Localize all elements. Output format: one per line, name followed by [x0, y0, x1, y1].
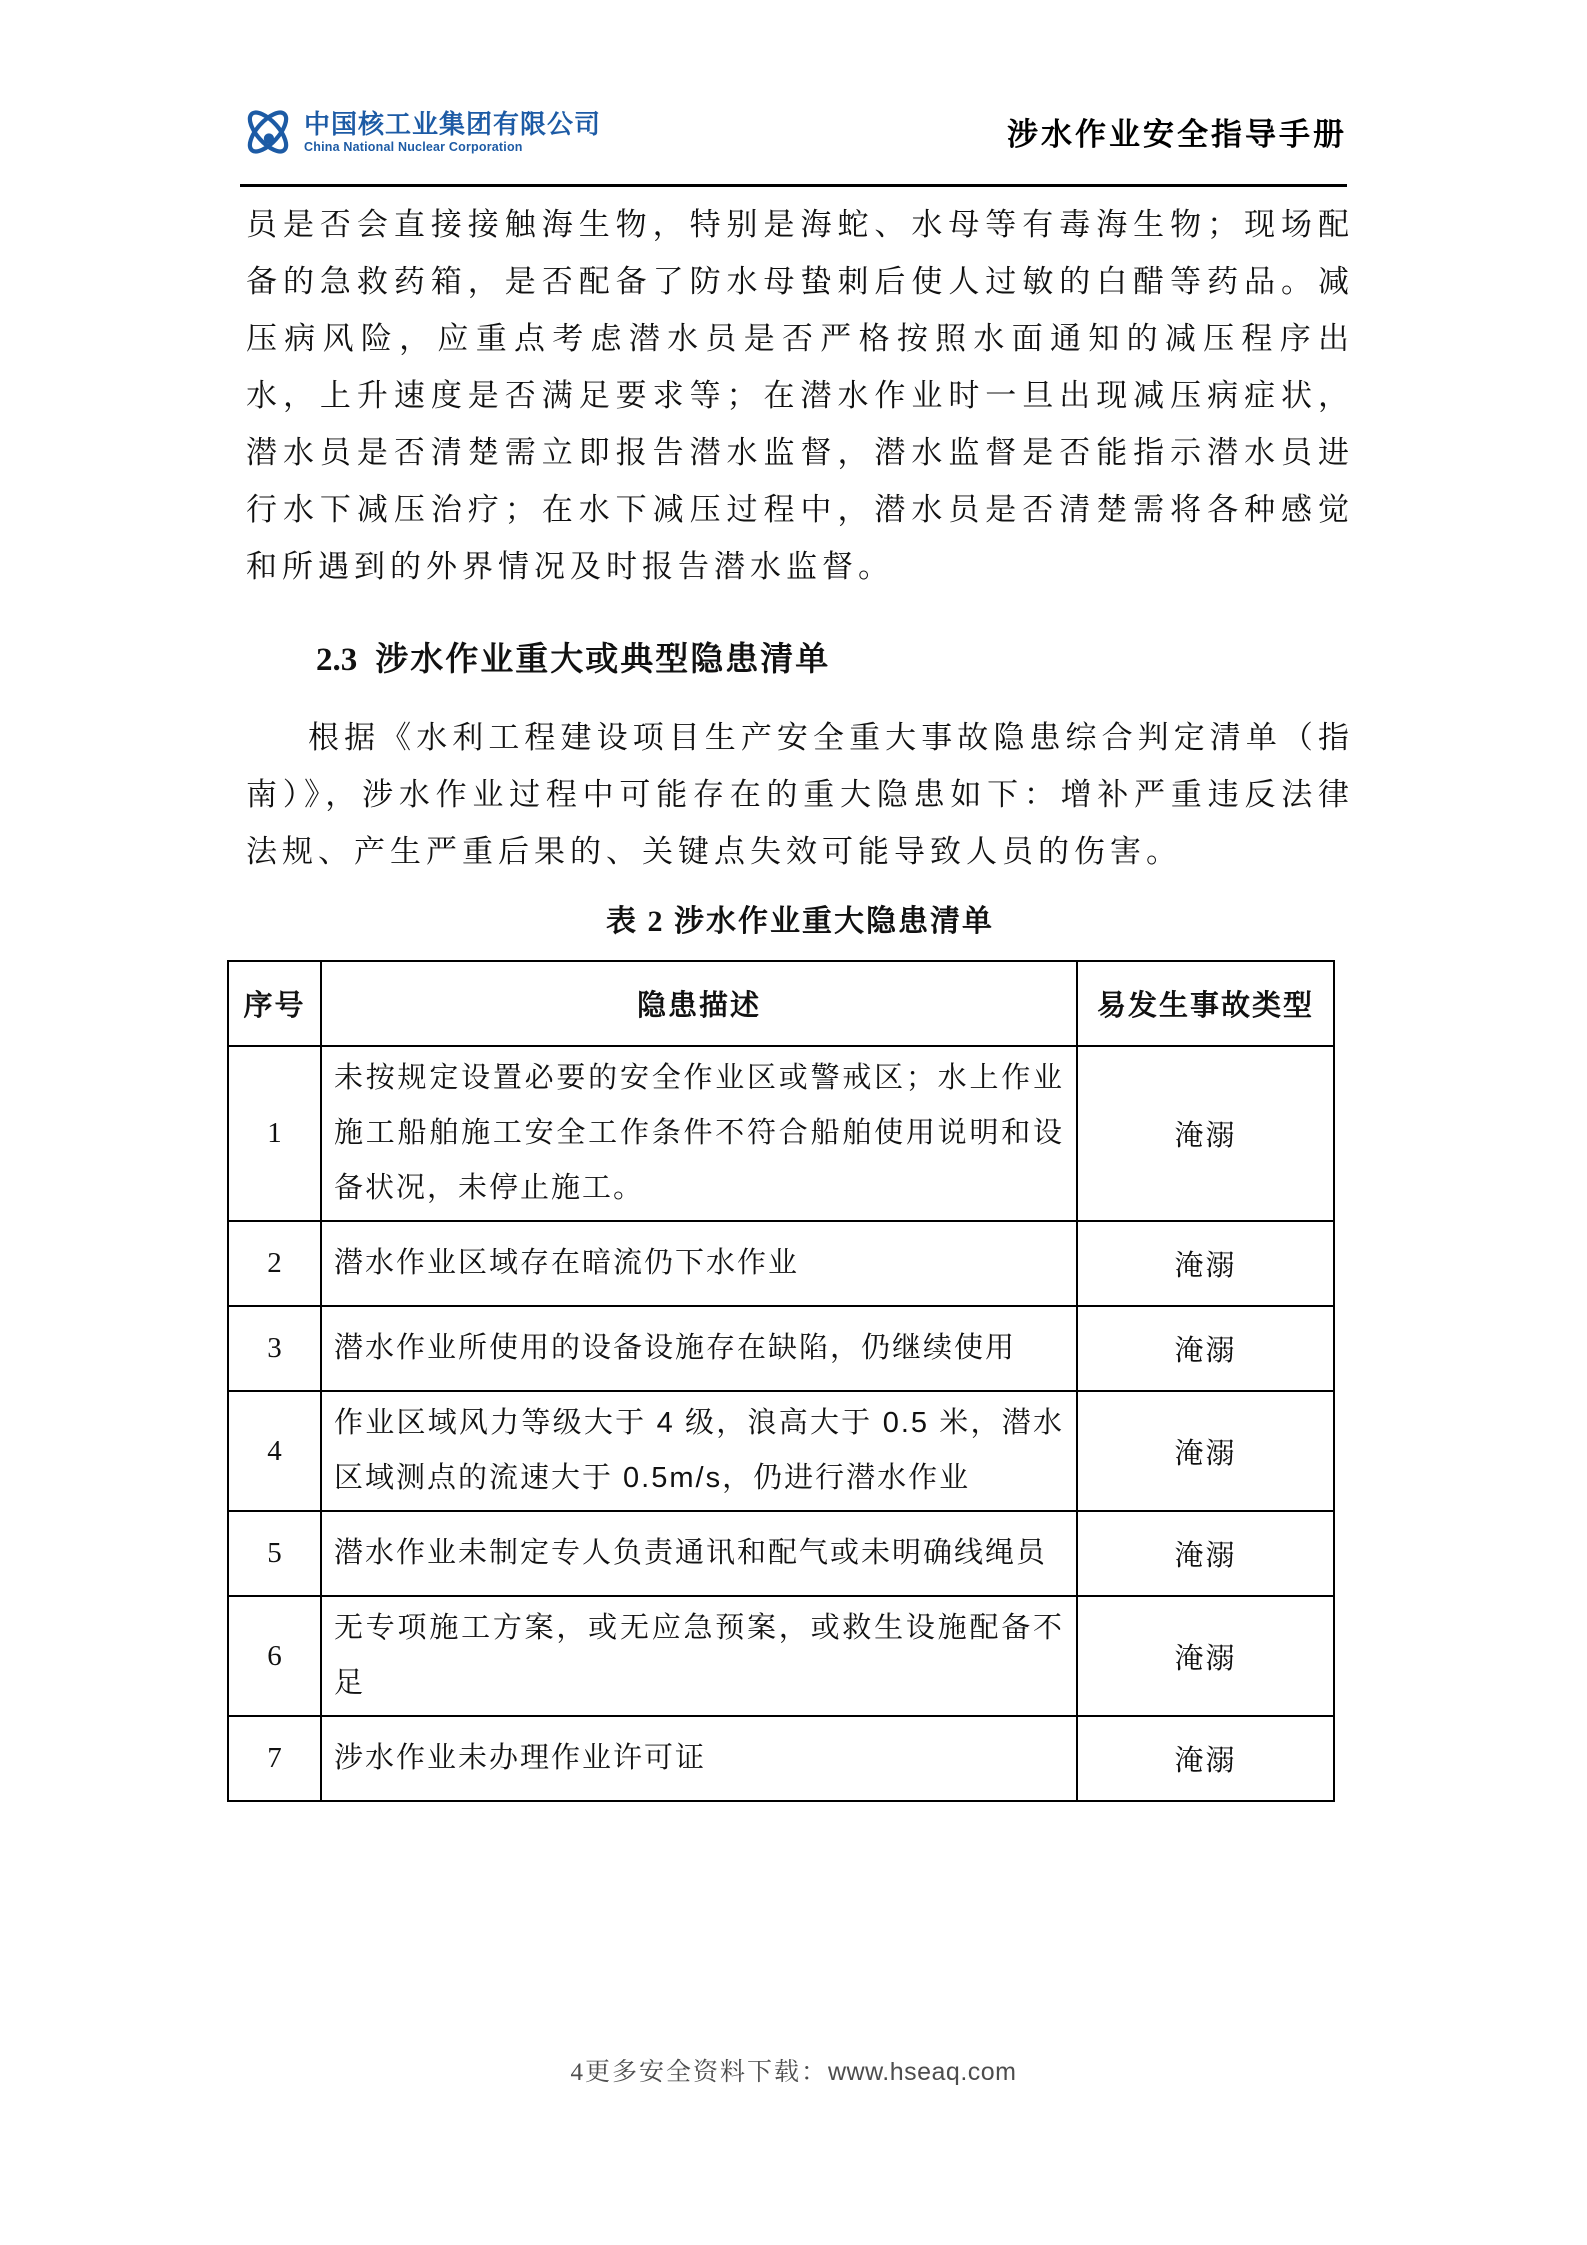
- table-row: [228, 1046, 1334, 1221]
- cell-hazard-description: 涉水作业未办理作业许可证: [321, 1716, 1077, 1801]
- cell-accident-type: 淹溺: [1077, 1306, 1334, 1391]
- cell-accident-type: 淹溺: [1077, 1221, 1334, 1306]
- table-caption: 表 2 涉水作业重大隐患清单: [606, 905, 994, 938]
- company-logo: [240, 104, 601, 160]
- column-header-desc: 隐患描述: [321, 961, 1077, 1046]
- table-row: [228, 1511, 1334, 1596]
- table-row: [228, 1716, 1334, 1801]
- column-header-type: 易发生事故类型: [1077, 961, 1334, 1046]
- cell-hazard-description: 潜水作业区域存在暗流仍下水作业: [321, 1221, 1077, 1306]
- cell-serial-number: 2: [228, 1221, 321, 1306]
- footer-text: 更多安全资料下载：: [584, 2059, 828, 2086]
- hazard-table-body: [228, 1046, 1334, 1801]
- paragraph-continuation: 员是否会直接接触海生物，特别是海蛇、水母等有毒海生物；现场配备的急救药箱，是否配备了防水母蛰刺后使人过敏的白醋等药品。减压病风险，应重点考虑潜水员是否严格按照水面通知的减压程序出水，上升速度是否满足要求等；在潜水作业时一旦出现减压病症状，潜水员是否清楚需立即报告潜水监督，潜水监督是否能指示潜水员进行水下减压治疗；在水下减压过程中，潜水员是否清楚需将各种感觉和所遇到的外界情况及时报告潜水监督。: [246, 207, 1354, 584]
- section-title: 涉水作业重大或典型隐患清单: [375, 642, 831, 678]
- cell-hazard-description: 未按规定设置必要的安全作业区或警戒区；水上作业施工船舶施工安全工作条件不符合船舶使用说明和设备状况，未停止施工。: [321, 1046, 1077, 1221]
- cell-accident-type: 淹溺: [1077, 1391, 1334, 1511]
- atom-icon: [240, 104, 296, 160]
- table-row: [228, 1221, 1334, 1306]
- cell-serial-number: 7: [228, 1716, 321, 1801]
- cell-serial-number: 5: [228, 1511, 321, 1596]
- cell-accident-type: 淹溺: [1077, 1596, 1334, 1716]
- cell-hazard-description: 潜水作业未制定专人负责通讯和配气或未明确线绳员: [321, 1511, 1077, 1596]
- table-row: [228, 1391, 1334, 1511]
- hazard-table: [227, 960, 1335, 1802]
- cell-hazard-description: 潜水作业所使用的设备设施存在缺陷，仍继续使用: [321, 1306, 1077, 1391]
- header-divider: [240, 184, 1347, 187]
- page-content: [243, 196, 1354, 1802]
- cell-serial-number: 4: [228, 1391, 321, 1511]
- logo-company-name-en: China National Nuclear Corporation: [304, 139, 523, 154]
- cell-serial-number: 1: [228, 1046, 321, 1221]
- logo-company-name-cn: 中国核工业集团有限公司: [304, 108, 602, 139]
- cell-accident-type: 淹溺: [1077, 1716, 1334, 1801]
- page-number: 4: [570, 2059, 585, 2086]
- section-intro-paragraph: 根据《水利工程建设项目生产安全重大事故隐患综合判定清单（指南）》，涉水作业过程中可能存在的重大隐患如下：增补严重违反法律法规、产生严重后果的、关键点失效可能导致人员的伤害。: [246, 720, 1354, 869]
- section-heading: [316, 637, 1354, 683]
- column-header-no: 序号: [228, 961, 321, 1046]
- page-header: [240, 104, 1347, 160]
- logo-text: [304, 108, 602, 154]
- page-footer: [0, 2052, 1587, 2088]
- cell-accident-type: 淹溺: [1077, 1511, 1334, 1596]
- cell-hazard-description: 作业区域风力等级大于 4 级，浪高大于 0.5 米，潜水区域测点的流速大于 0.5m/s，仍进行潜水作业: [321, 1391, 1077, 1511]
- table-row: [228, 1596, 1334, 1716]
- section-number: 2.3: [316, 642, 358, 678]
- cell-hazard-description: 无专项施工方案，或无应急预案，或救生设施配备不足: [321, 1596, 1077, 1716]
- footer-url: www.hseaq.com: [827, 2058, 1017, 2086]
- table-row: [228, 1306, 1334, 1391]
- manual-title: 涉水作业安全指导手册: [1007, 117, 1347, 152]
- cell-serial-number: 6: [228, 1596, 321, 1716]
- cell-serial-number: 3: [228, 1306, 321, 1391]
- hazard-table-header-row: [228, 961, 1334, 1046]
- cell-accident-type: 淹溺: [1077, 1046, 1334, 1221]
